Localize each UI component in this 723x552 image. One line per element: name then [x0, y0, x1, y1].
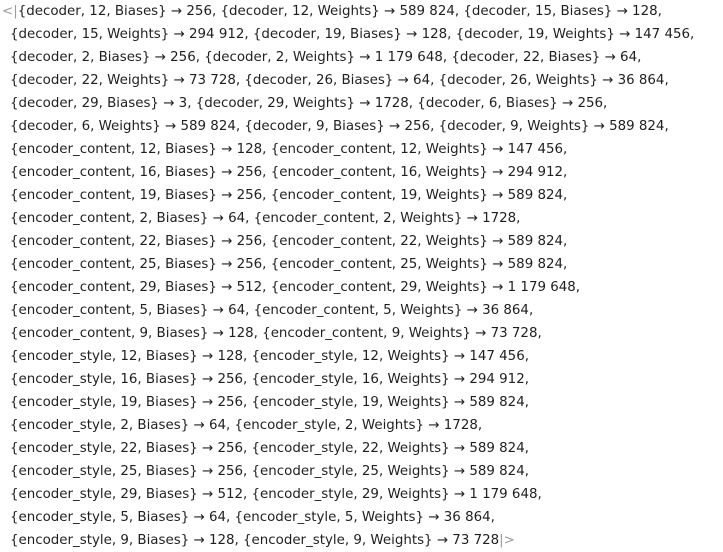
output-line-text: {encoder_content, 12, Biases} → 128, {encoder_content, 12, Weights} → 147 456,	[10, 142, 568, 157]
output-line-text: {encoder_style, 25, Biases} → 256, {encoder_style, 25, Weights} → 589 824,	[10, 464, 529, 479]
output-line-text: {encoder_content, 22, Biases} → 256, {encoder_content, 22, Weights} → 589 824,	[10, 234, 568, 249]
output-line	[10, 437, 529, 460]
output-line	[10, 253, 567, 276]
output-line-text: {encoder_content, 9, Biases} → 128, {encoder_content, 9, Weights} → 73 728,	[10, 326, 542, 341]
output-line	[10, 299, 533, 322]
output-line	[10, 345, 529, 368]
open-association-delimiter: <|	[2, 4, 18, 19]
output-line	[10, 46, 641, 69]
output-line	[10, 506, 495, 529]
output-line	[10, 69, 669, 92]
output-line	[10, 207, 520, 230]
output-line-text: {encoder_content, 16, Biases} → 256, {encoder_content, 16, Weights} → 294 912,	[10, 165, 568, 180]
output-line-text: {decoder, 15, Weights} → 294 912, {decoder, 19, Biases} → 128, {decoder, 19, Weights} → 147 456,	[10, 27, 695, 42]
output-line	[10, 161, 567, 184]
output-line	[10, 115, 669, 138]
output-line	[10, 23, 694, 46]
output-line	[10, 230, 567, 253]
output-line	[10, 322, 542, 345]
output-line-text: {encoder_style, 9, Biases} → 128, {encoder_style, 9, Weights} → 73 728	[10, 533, 500, 548]
output-line-text: {encoder_content, 19, Biases} → 256, {encoder_content, 19, Weights} → 589 824,	[10, 188, 568, 203]
output-line-text: {decoder, 6, Weights} → 589 824, {decoder, 9, Biases} → 256, {decoder, 9, Weights} → 589 824,	[10, 119, 669, 134]
output-line	[10, 184, 567, 207]
output-line-text: {encoder_content, 2, Biases} → 64, {encoder_content, 2, Weights} → 1728,	[10, 211, 521, 226]
output-line-text: {encoder_style, 29, Biases} → 512, {encoder_style, 29, Weights} → 1 179 648,	[10, 487, 542, 502]
output-line	[10, 483, 542, 506]
output-line-text: {decoder, 12, Biases} → 256, {decoder, 12, Weights} → 589 824, {decoder, 15, Biases} → 128,	[17, 4, 662, 19]
output-line	[10, 414, 482, 437]
output-line-text: {encoder_style, 2, Biases} → 64, {encoder_style, 2, Weights} → 1728,	[10, 418, 483, 433]
output-line-text: {encoder_content, 29, Biases} → 512, {encoder_content, 29, Weights} → 1 179 648,	[10, 280, 581, 295]
output-line-text: {encoder_style, 16, Biases} → 256, {encoder_style, 16, Weights} → 294 912,	[10, 372, 529, 387]
output-line	[10, 460, 529, 483]
output-line-text: {encoder_style, 22, Biases} → 256, {encoder_style, 22, Weights} → 589 824,	[10, 441, 529, 456]
output-line	[10, 529, 515, 552]
output-line-text: {encoder_style, 5, Biases} → 64, {encoder_style, 5, Weights} → 36 864,	[10, 510, 495, 525]
output-line	[10, 276, 580, 299]
output-line	[10, 92, 607, 115]
close-association-delimiter: |>	[499, 533, 515, 548]
output-line	[10, 368, 529, 391]
output-line-text: {encoder_style, 12, Biases} → 128, {encoder_style, 12, Weights} → 147 456,	[10, 349, 529, 364]
output-line-text: {encoder_style, 19, Biases} → 256, {encoder_style, 19, Weights} → 589 824,	[10, 395, 529, 410]
output-line	[10, 138, 567, 161]
output-line	[2, 0, 662, 23]
output-line-text: {encoder_content, 5, Biases} → 64, {encoder_content, 5, Weights} → 36 864,	[10, 303, 534, 318]
output-line-text: {decoder, 29, Biases} → 3, {decoder, 29, Weights} → 1728, {decoder, 6, Biases} → 256,	[10, 96, 608, 111]
output-line	[10, 391, 529, 414]
output-line-text: {decoder, 22, Weights} → 73 728, {decoder, 26, Biases} → 64, {decoder, 26, Weights} → 36 864,	[10, 73, 669, 88]
output-line-text: {encoder_content, 25, Biases} → 256, {encoder_content, 25, Weights} → 589 824,	[10, 257, 568, 272]
output-line-text: {decoder, 2, Biases} → 256, {decoder, 2, Weights} → 1 179 648, {decoder, 22, Biases} → 64,	[10, 50, 642, 65]
